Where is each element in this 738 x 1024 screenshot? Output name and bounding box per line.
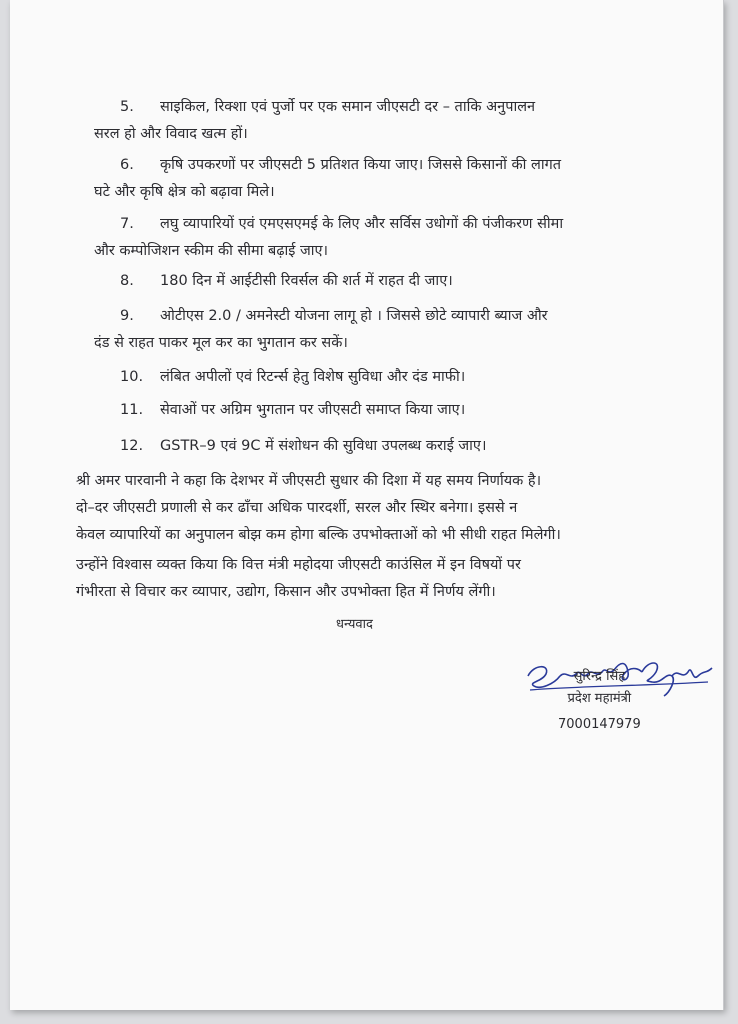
- list-item-5: [94, 94, 536, 148]
- closing-paragraph: [76, 552, 521, 606]
- item-line: लघु व्यापारियों एवं एमएसएमई के लिए और सर्विस उधोगों की पंजीकरण सीमा: [160, 216, 564, 232]
- item-line: और कम्पोजिशन स्कीम की सीमा बढ़ाई जाए।: [94, 243, 329, 259]
- signatory-designation: प्रदेश महामंत्री: [567, 691, 632, 706]
- list-item-10: [120, 364, 465, 391]
- paragraph-line: केवल व्यापारियों का अनुपालन बोझ कम होगा बल्कि उपभोक्ताओं को भी सीधी राहत मिलेगी।: [76, 527, 561, 543]
- item-number: 11.: [120, 402, 144, 418]
- item-line: कृषि उपकरणों पर जीएसटी 5 प्रतिशत किया जाए। जिससे किसानों की लागत: [160, 157, 562, 173]
- item-number: 12.: [120, 438, 144, 454]
- statement-paragraph: [76, 468, 561, 549]
- item-line: दंड से राहत पाकर मूल कर का भुगतान कर सकें।: [94, 335, 348, 351]
- item-number: 5.: [120, 99, 134, 115]
- list-item-12: [120, 433, 486, 460]
- item-number: 9.: [120, 308, 134, 324]
- paragraph-line: दो–दर जीएसटी प्रणाली से कर ढाँचा अधिक पारदर्शी, सरल और स्थिर बनेगा। इससे न: [76, 500, 518, 516]
- item-line: साइकिल, रिक्शा एवं पुर्जो पर एक समान जीएसटी दर – ताकि अनुपालन: [160, 99, 536, 115]
- document-page: [10, 0, 724, 1010]
- item-line: घटे और कृषि क्षेत्र को बढ़ावा मिले।: [94, 184, 275, 200]
- item-line: सरल हो और विवाद खत्म हों।: [94, 126, 248, 142]
- list-item-9: [94, 303, 548, 357]
- item-number: 6.: [120, 157, 134, 173]
- signatory-block: [558, 648, 641, 736]
- list-item-8: [120, 268, 453, 295]
- signatory-name: सुरिन्द्र सिंह: [573, 669, 626, 684]
- thanks-text: धन्यवाद: [336, 617, 373, 632]
- paragraph-line: गंभीरता से विचार कर व्यापार, उद्योग, किसान और उपभोक्ता हित में निर्णय लेंगी।: [76, 584, 496, 600]
- paragraph-line: श्री अमर पारवानी ने कहा कि देशभर में जीएसटी सुधार की दिशा में यह समय निर्णायक है।: [76, 473, 542, 489]
- paragraph-line: उन्होंने विश्वास व्यक्त किया कि वित्त मंत्री महोदया जीएसटी काउंसिल में इन विषयों पर: [76, 557, 521, 573]
- item-line: सेवाओं पर अग्रिम भुगतान पर जीएसटी समाप्त किया जाए।: [160, 402, 466, 418]
- list-item-7: [94, 211, 564, 265]
- item-number: 10.: [120, 369, 144, 385]
- list-item-11: [120, 397, 465, 424]
- item-line: 180 दिन में आईटीसी रिवर्सल की शर्त में राहत दी जाए।: [160, 273, 453, 289]
- item-number: 8.: [120, 273, 134, 289]
- item-number: 7.: [120, 216, 134, 232]
- item-line: लंबित अपीलों एवं रिटर्न्स हेतु विशेष सुविधा और दंड माफी।: [160, 369, 466, 385]
- item-line: GSTR–9 एवं 9C में संशोधन की सुविधा उपलब्ध कराई जाए।: [160, 438, 487, 454]
- list-item-6: [94, 152, 562, 206]
- signatory-phone: 7000147979: [558, 717, 641, 732]
- item-line: ओटीएस 2.0 / अमनेस्टी योजना लागू हो । जिससे छोटे व्यापारी ब्याज और: [160, 308, 548, 324]
